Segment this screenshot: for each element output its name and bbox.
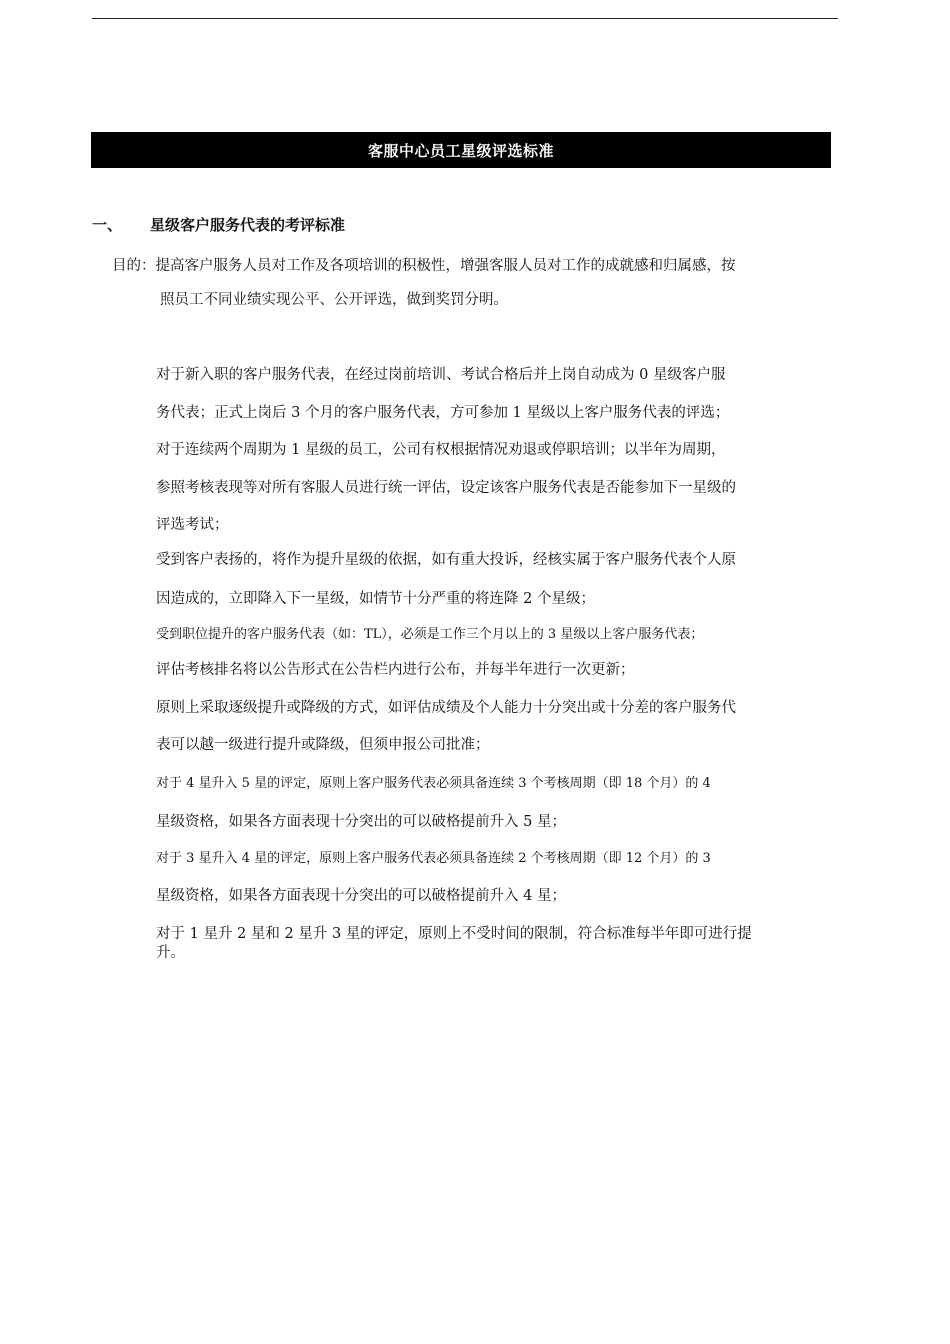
body-line: 因造成的，立即降入下一星级，如情节十分严重的将连降 2 个星级；: [156, 591, 595, 607]
body-line: 参照考核表现等对所有客服人员进行统一评估，设定该客户服务代表是否能参加下一星级的: [156, 480, 736, 496]
body-line: 星级资格，如果各方面表现十分突出的可以破格提前升入 5 星；: [156, 814, 566, 830]
body-line: 对于新入职的客户服务代表，在经过岗前培训、考试合格后并上岗自动成为 0 星级客户服: [156, 367, 726, 383]
purpose-line: 目的：提高客户服务人员对工作及各项培训的积极性，增强客服人员对工作的成就感和归属感，按: [112, 258, 736, 274]
body-line: 升。: [156, 945, 185, 961]
section-number: 一、: [92, 216, 123, 234]
body-line: 对于 1 星升 2 星和 2 星升 3 星的评定，原则上不受时间的限制，符合标准每半年即可进行提: [156, 926, 752, 942]
body-line: 星级资格，如果各方面表现十分突出的可以破格提前升入 4 星；: [156, 888, 566, 904]
body-line: 表可以越一级进行提升或降级，但须申报公司批准；: [156, 737, 490, 753]
body-line: 受到职位提升的客户服务代表（如：TL），必须是工作三个月以上的 3 星级以上客户服务代表；: [156, 627, 704, 642]
body-line: 对于 4 星升入 5 星的评定，原则上客户服务代表必须具备连续 3 个考核周期（即 18 个月）的 4: [156, 776, 711, 791]
body-line: 对于连续两个周期为 1 星级的员工，公司有权根据情况劝退或停职培训；以半年为周期，: [156, 442, 726, 458]
body-line: 评选考试；: [156, 517, 229, 533]
section-heading-text: 星级客户服务代表的考评标准: [150, 216, 346, 234]
body-line: 评估考核排名将以公告形式在公告栏内进行公布，并每半年进行一次更新；: [156, 662, 635, 678]
section-heading: [92, 214, 345, 235]
body-line: 对于 3 星升入 4 星的评定，原则上客户服务代表必须具备连续 2 个考核周期（即 12 个月）的 3: [156, 851, 711, 866]
purpose-line: 照员工不同业绩实现公平、公开评选，做到奖罚分明。: [160, 292, 508, 308]
body-line: 务代表；正式上岗后 3 个月的客户服务代表，方可参加 1 星级以上客户服务代表的评选；: [156, 405, 730, 421]
document-title-bar: [91, 132, 831, 168]
body-line: 原则上采取逐级提升或降级的方式，如评估成绩及个人能力十分突出或十分差的客户服务代: [156, 700, 736, 716]
document-title: 客服中心员工星级评选标准: [367, 141, 554, 160]
body-line: 受到客户表扬的，将作为提升星级的依据，如有重大投诉，经核实属于客户服务代表个人原: [156, 552, 736, 568]
header-rule: [92, 18, 838, 19]
